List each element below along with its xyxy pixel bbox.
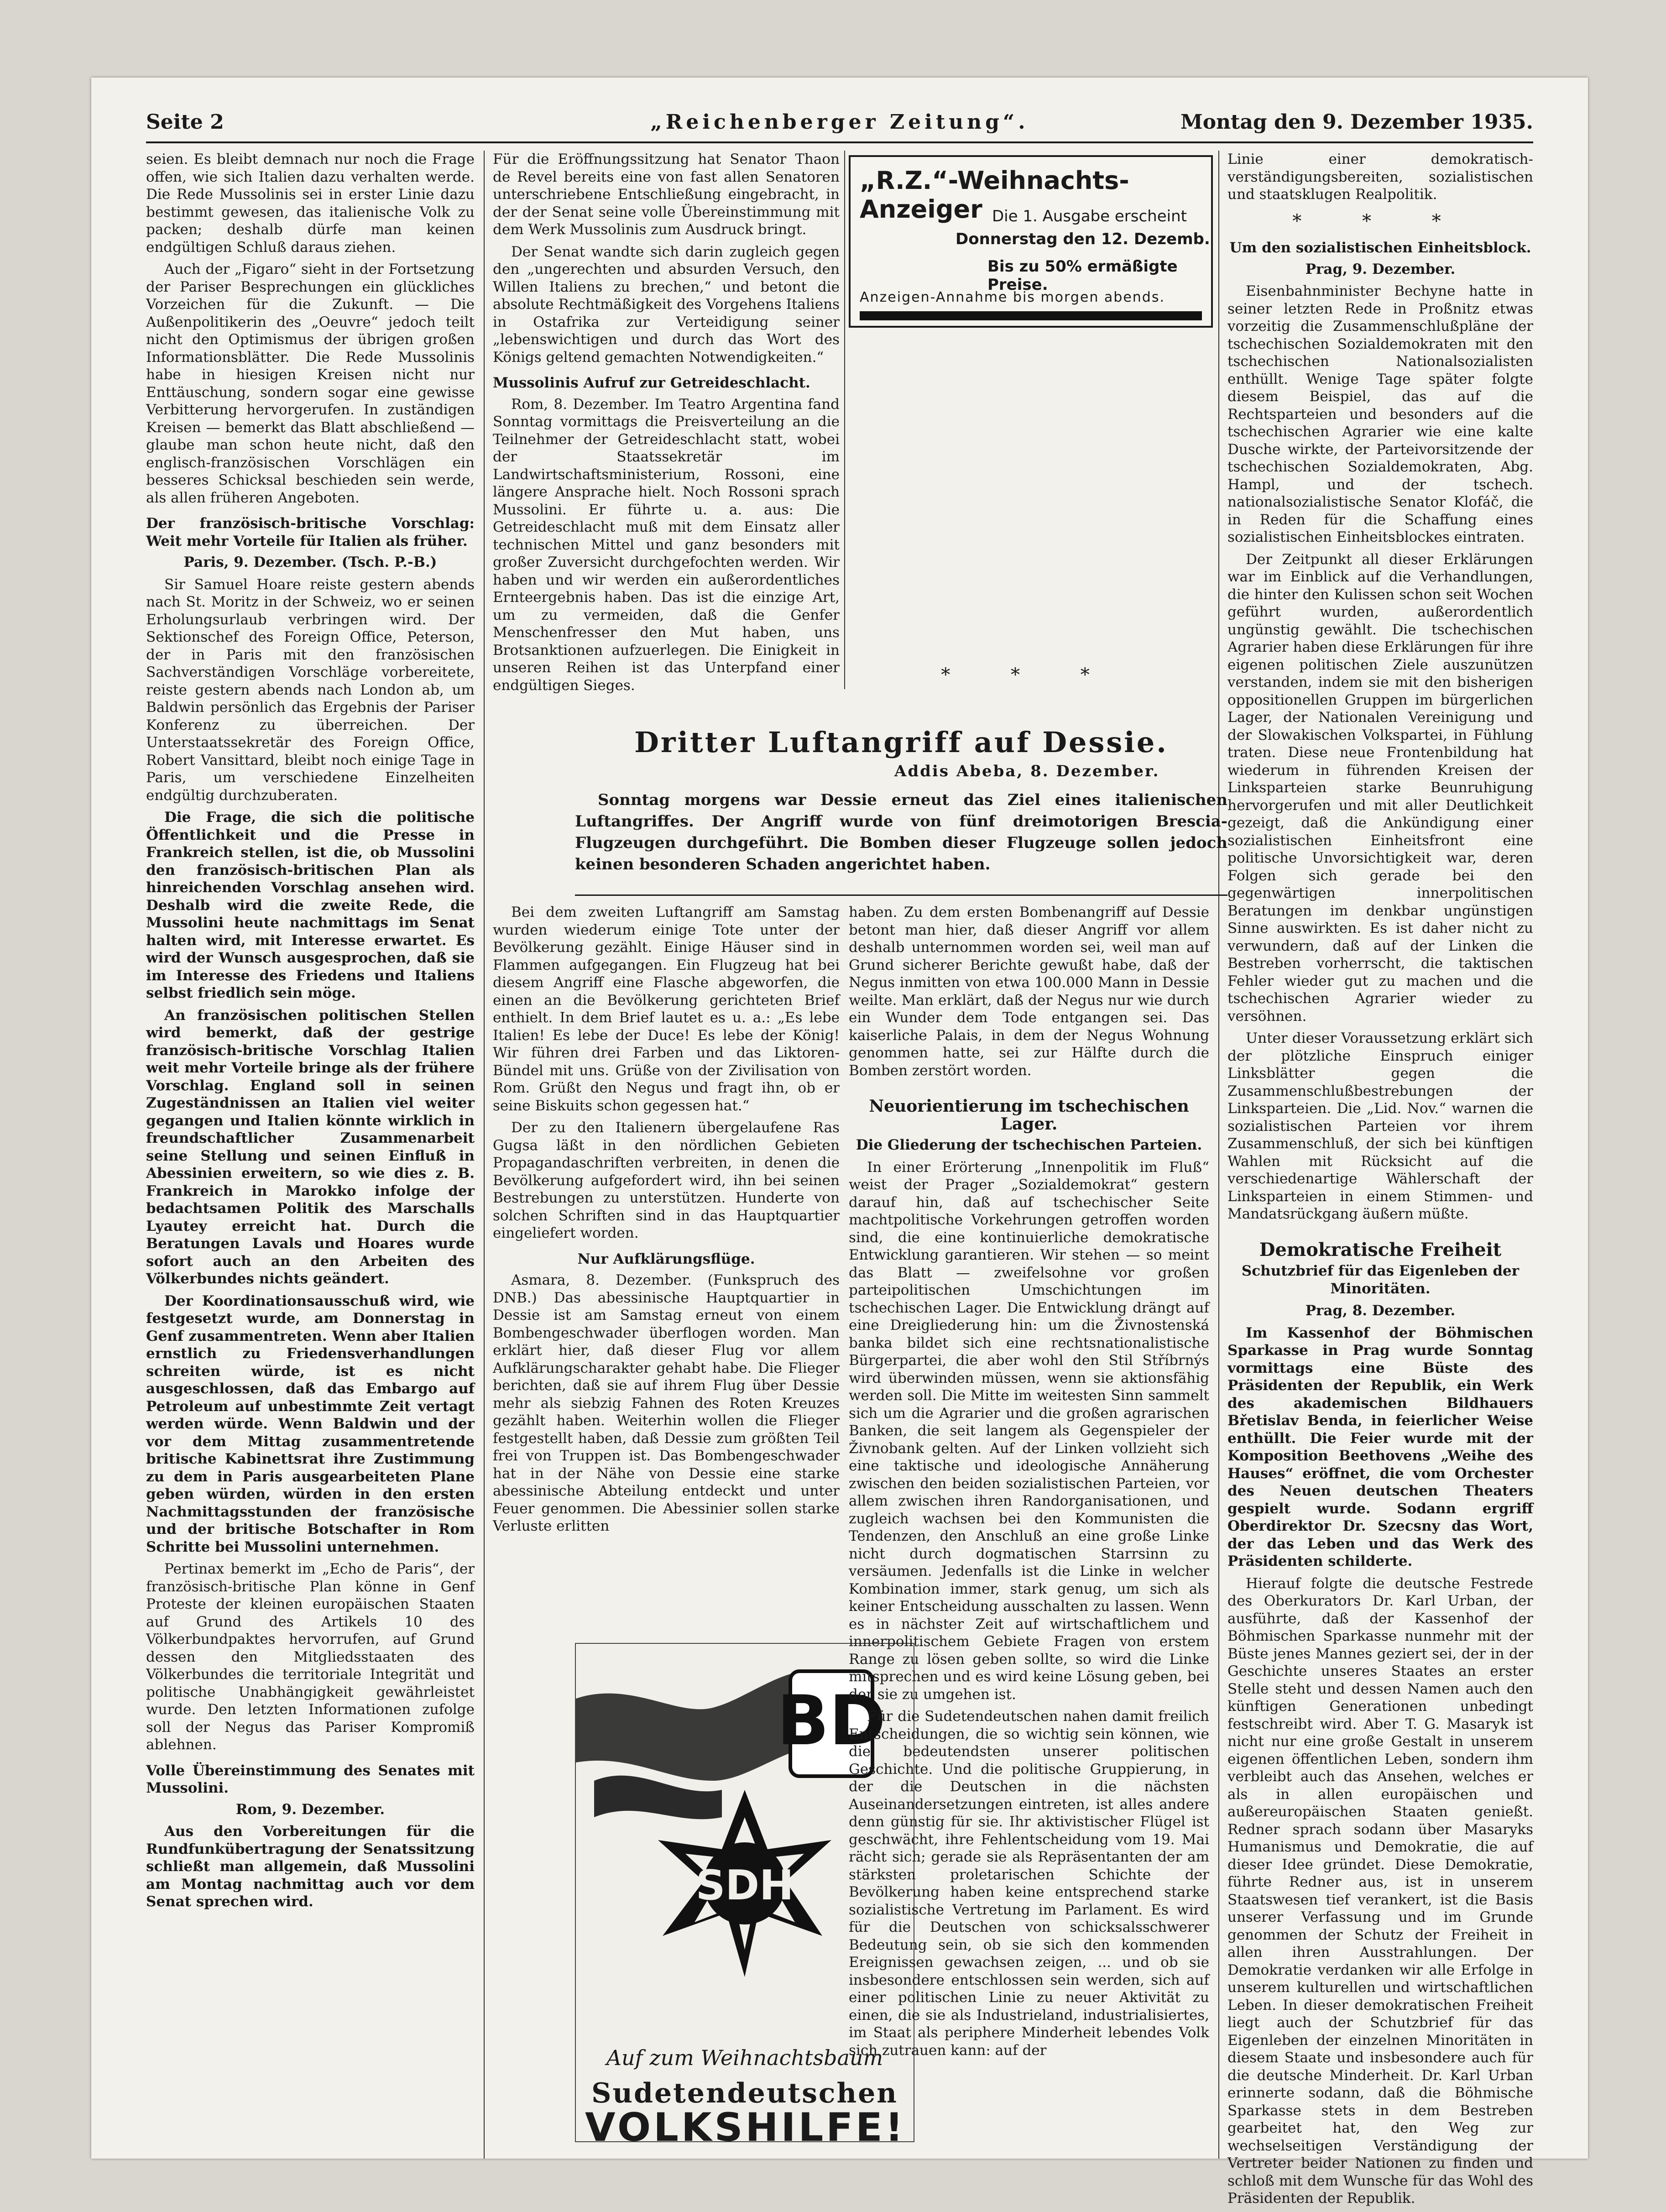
dateline: Prag, 9. Dezember. xyxy=(1305,261,1456,277)
poster-line: Sudetendeutschen xyxy=(591,2077,898,2109)
section-heading: Nur Aufklärungsflüge. xyxy=(577,1250,755,1267)
newspaper-page xyxy=(91,78,1588,2207)
paragraph: Sir Samuel Hoare reiste gestern abends nach St. Moritz in der Schweiz, wo er seinen Erholungsurlaub verbringen wird. Der Sektionschef des Foreign Office, Peterson, der in Paris mit den französischen Sachverständigen Vorschläge vorbereitete, reiste gestern abends nach London ab, um Baldwin persönlich das Ergebnis der Pariser Konferenz zu überreichen. Der Unterstaatssekretär des Foreign Office, Robert Vansittard, bleibt noch einige Tage in Paris, um verschiedene Einzelheiten endgültig durchzuberaten. xyxy=(146,576,475,804)
paragraph: Pertinax bemerkt im „Echo de Paris“, der französisch-britische Plan könne in Genf Proteste der kleinen europäischen Staaten auf Grund des Artikels 10 des Völkerbundpaktes hervorrufen, auf Grund dessen den Mitgliedsstaaten des Völkerbundes die territoriale Integrität und politische Unabhängigkeit gewährleistet wurde. Den letzten Informationen zufolge soll der Negus das Pariser Kompromiß ablehnen. xyxy=(146,1561,475,1753)
section-heading: Neuorientierung im tschechischen Lager. xyxy=(869,1097,1189,1134)
paragraph: An französischen politischen Stellen wird bemerkt, daß der gestrige französisch-britische Vorschlag Italien weit mehr Vorteile bringe als der frühere Vorschlag. England soll in seinen Zugeständnissen an Italien viel weiter gegangen und Italien könnte wirklich in freundschaftlicher Zusammenarbeit seine Stellung und seinen Einfluß in Abessinien erweitern, so wie dies z. B. Frankreich in Marokko infolge der bedachtsamen Politik des Marschalls Lyautey erreicht hat. Durch die Beratungen Lavals und Hoares wurde sofort auch an den Arbeiten des Völkerbundes nichts geändert. xyxy=(146,1007,475,1287)
column-rule xyxy=(844,151,845,689)
ad-line: Anzeigen-Annahme bis morgen abends. xyxy=(860,289,1165,305)
dateline: Prag, 8. Dezember. xyxy=(1305,1302,1456,1319)
issue-date: Montag den 9. Dezember 1935. xyxy=(1180,110,1533,134)
column-3-top xyxy=(849,338,1209,685)
ad-line: Bis zu 50% ermäßigte Preise. xyxy=(987,257,1178,294)
ad-line: Donnerstag den 12. Dezemb. xyxy=(956,230,1210,248)
section-separator: * * * xyxy=(941,664,1117,685)
column-rule xyxy=(484,151,485,2159)
column-2-lower xyxy=(493,904,840,1625)
lead-paragraph xyxy=(575,790,1227,875)
paragraph: Asmara, 8. Dezember. (Funkspruch des DNB.) Das abessinische Hauptquartier in Dessie ist am Samstag erneut von einem Bombengeschwader überflogen worden. Man erklärt hier, daß dieser Flug vor allem Aufklärungscharakter gehabt habe. Die Flieger berichten, daß sie auf ihrem Flug über Dessie mehr als siebzig Fahnen des Roten Kreuzes gezählt haben. Weiterhin wollen die Flieger festgestellt haben, daß Dessie zum größten Teil frei von Truppen ist. Das Bombengeschwader hat in der Nähe von Dessie eine starke abessinische Abteilung entdeckt und unter Feuer genommen. Die Abessinier sollen starke Verluste erlitten xyxy=(493,1272,840,1534)
dateline: Paris, 9. Dezember. (Tsch. P.-B.) xyxy=(183,554,437,570)
paragraph: Der zu den Italienern übergelaufene Ras Gugsa läßt in den nördlichen Gebieten Propagandaschriften verbreiten, in denen die Bevölkerung aufgefordert wird, ihn bei seinen Bestrebungen zu unterstützen. Hunderte von solchen Schriften sind in das Hauptquartier eingeliefert worden. xyxy=(493,1119,840,1241)
poster-line: VOLKSHILFE! xyxy=(585,2105,906,2150)
column-rule xyxy=(1218,151,1219,2159)
paragraph: Auch der „Figaro“ sieht in der Fortsetzung der Pariser Besprechungen ein glückliches Vorzeichen für die Zukunft. — Die Außenpolitikerin des „Oeuvre“ jedoch teilt nicht den Optimismus der übrigen großen Informationsblätter. Die Rede Mussolinis habe in hiesigen Kreisen nicht nur Enttäuschung, sondern sogar eine gewisse Verbitterung hervorgerufen. In zuständigen Kreisen — bemerkt das Blatt abschließend — glaube man schon heute nicht, daß den englisch-französischen Vorschlägen ein besseres Schicksal beschieden sein werde, als allen früheren Angeboten. xyxy=(146,261,475,506)
paragraph: Unter dieser Voraussetzung erklärt sich der plötzliche Einspruch einiger Linksblätter gegen die Zusammenschlußbestrebungen der Linksparteien. Die „Lid. Nov.“ warnen die sozialistischen Parteien vor ihrem Zusammenschluß, der sich bei künftigen Wahlen mit Rücksicht auf die verschiedenartige Wählerschaft der Linksparteien in einem Stimmen- und Mandatsrückgang äußern müßte. xyxy=(1227,1030,1533,1222)
page-number: Seite 2 xyxy=(146,110,224,134)
section-subheading: Die Gliederung der tschechischen Parteien. xyxy=(856,1137,1202,1153)
paragraph: Bei dem zweiten Luftangriff am Samstag wurden wiederum einige Tote unter der Bevölkerung gezählt. Einige Häuser sind in Flammen aufgegangen. Ein Flugzeug hat bei diesem Angriff eine Flasche abgeworfen, die einen an die Bevölkerung gerichteten Brief enthielt. In dem Brief lautet es u. a.: „Es lebe Italien! Es lebe der Duce! Es lebe der König! Wir führen drei Farben und das Liktoren-Bündel mit uns. Grüße von der Zivilisation von Rom. Grüßt den Negus und fragt ihn, ob er seine Biskuits schon gegessen hat.“ xyxy=(493,904,840,1114)
paragraph: Hierauf folgte die deutsche Festrede des Oberkurators Dr. Karl Urban, der ausführte, daß der Kassenhof der Böhmischen Sparkasse nunmehr mit der Büste jenes Mannes geziert sei, der in der Geschichte unseres Staates an erster Stelle steht und dessen Namen auch den künftigen Generationen unbedingt festschreibt wird. Aber T. G. Masaryk ist nicht nur eine große Gestalt in unserem eigenen öffentlichen Leben, sondern ihm verbleibt auch das Ansehen, welches er als in allen europäischen und außereuropäischen Staaten genießt. Redner sprach sodann über Masaryks Humanismus und Demokratie, die auf dieser Idee gründet. Diese Demokratie, führte Redner aus, ist in unserem Staatswesen tief verankert, ist die Basis unserer Verfassung und im Grunde genommen der Schutz der Freiheit in allen ihren Ausstrahlungen. Der Demokratie verdanken wir alle Erfolge in unserem kulturellen und wirtschaftlichen Leben. In dieser demokratischen Freiheit liegt auch der Schutzbrief für das Eigenleben der einzelnen Minoritäten in diesem Staate und insbesondere auch für die deutsche Minderheit. Dr. Karl Urban erinnerte sodann, daß die Böhmische Sparkasse stets in dem Bestreben gearbeitet hat, den Weg zur wechselseitigen Verständigung der Vertreter beider Nationen zu finden und schloß mit dem Wunsche für das Wohl des Präsidenten der Republik. xyxy=(1227,1575,1533,2207)
paragraph: Der Koordinationsausschuß wird, wie festgesetzt wurde, am Donnerstag in Genf zusammentreten. Wenn aber Italien ernstlich zu Friedensverhandlungen schreiten würde, ist es nicht ausgeschlossen, daß das Embargo auf Petroleum auf unbestimmte Zeit vertagt werden würde. Wenn Baldwin und der vor dem Mittag zusammentretende britische Kabinettsrat ihre Zustimmung zu dem in Paris ausgearbeiteten Plane geben würden, würden in den ersten Nachmittagsstunden der französische und der britische Botschafter in Rom Schritte bei Mussolini unternehmen. xyxy=(146,1292,475,1555)
christmas-ad-box xyxy=(849,155,1213,328)
paragraph: Der Senat wandte sich darin zugleich gegen den „ungerechten und absurden Versuch, den Willen Italiens zu brechen,“ und betont die absolute Rechtmäßigkeit des Vorgehens Italiens in Ostafrika zur Verteidigung seiner „lebenswichtigen und durch das Wort des Königs geltend gemachten Notwendigkeiten.“ xyxy=(493,243,840,366)
paragraph: Der Zeitpunkt all dieser Erklärungen war im Einblick auf die Verhandlungen, die hinter den Kulissen schon seit Wochen geführt wurden, außerordentlich ungünstig gewählt. Die tschechischen Agrarier haben diese Erklärungen für ihre eigenen politischen Ziele auszunützen verstanden, indem sie mit den bisherigen oppositionellen Gruppen im bürgerlichen Lager, der Nationalen Vereinigung und der Slowakischen Volkspartei, in Fühlung traten. Diese neue Frontenbildung hat wiederum in führenden Kreisen der Linksparteien starke Beunruhigung hervorgerufen und mit aller Deutlichkeit gezeigt, daß die Ankündigung einer sozialistischen Einheitsfront eine politische Unvorsichtigkeit war, deren Folgen sich gerade bei den gegenwärtigen innerpolitischen Beratungen im denkbar ungünstigen Sinne auswirkten. Es ist daher nicht zu verwundern, daß auf der Linken die Bestreben vorherrscht, die taktischen Fehler wieder gut zu machen und die tschechischen Agrarier wieder zu versöhnen. xyxy=(1227,551,1533,1025)
paragraph: In einer Erörterung „Innenpolitik im Fluß“ weist der Prager „Sozialdemokrat“ gestern darauf hin, daß auf tschechischer Seite machtpolitische Vorkehrungen getroffen worden sind, die eine kontinuierliche demokratische Entwicklung garantieren. Wir stehen — so meint das Blatt — zweifelsohne vor großen parteipolitischen Umschichtungen im tschechischen Lager. Die Entwicklung drängt auf eine Dreigliederung hin: um die Živnostenská banka bildet sich eine rechtsnationalistische Bürgerpartei, die aber wohl den Stil Stříbrnýs wird überwinden müssen, wenn sie aktionsfähig werden soll. Die Mitte im weitesten Sinn sammelt sich um die Agrarier und die großen agrarischen Banken, die seit langem als Gegenspieler der Živnobank gelten. Auf der Linken vollzieht sich eine taktische und ideologische Annäherung zwischen den beiden sozialistischen Parteien, vor allem zwischen ihren Randorganisationen, und zugleich wachsen bei den Kommunisten die Tendenzen, den Anschluß an eine große Linke nicht durch dogmatischen Starrsinn zu versäumen. Jedenfalls ist die Linke in welcher Kombination immer, stark genug, um sich als keiner Entscheidung ausschalten zu lassen. Wenn es in nächster Zeit auf wirtschaftlichem und innerpolitischem Gebiete Fragen von erstem Range zu lösen geben sollte, so wird die Linke mitsprechen und es wird keine Lösung geben, bei der sie zu umgehen ist. xyxy=(849,1159,1209,1703)
column-1 xyxy=(146,151,475,2159)
paragraph: Im Kassenhof der Böhmischen Sparkasse in Prag wurde Sonntag vormittags eine Büste des Präsidenten der Republik, ein Werk des akademischen Bildhauers Břetislav Benda, in feierlicher Weise enthüllt. Die Feier wurde mit der Komposition Beethovens „Weihe des Hauses“ eröffnet, die vom Orchester des Neuen deutschen Theaters gespielt wurde. Sodann ergriff Oberdirektor Dr. Szecsny das Wort, der das Leben und das Werk des Präsidenten schilderte. xyxy=(1227,1324,1533,1569)
poster-line: Auf zum Weihnachtsbaum xyxy=(606,2045,883,2070)
dateline: Rom, 9. Dezember. xyxy=(235,1801,385,1818)
paragraph: Die Frage, die sich die politische Öffentlichkeit und die Presse in Frankreich stellen, ist die, ob Mussolini den französisch-britischen Plan als hinreichenden Vorschlag ansehen wird. Deshalb wird die zweite Rede, die Mussolini heute nachmittags im Senat halten wird, mit Interesse erwartet. Es wird der Wunsch ausgesprochen, daß sie im Interesse des Friedens und Italiens selbst friedlich sein möge. xyxy=(146,809,475,1001)
section-heading: Der französisch-britische Vorschlag: Weit mehr Vorteile für Italien als früher. xyxy=(146,515,475,549)
section-heading: Um den sozialistischen Einheitsblock. xyxy=(1229,240,1531,256)
fir-branch-icon xyxy=(594,1776,722,1820)
paragraph: Für die Eröffnungssitzung hat Senator Thaon de Revel bereits eine von fast allen Senatoren unterschriebene Entschließung eingebracht, in der der Senat seine volle Übereinstimmung mit dem Werk Mussolinis zum Ausdruck bringt. xyxy=(493,151,840,238)
lead-text: Sonntag morgens war Dessie erneut das Ziel eines italienischen Luftangriffes. Der Angriff wurde von fünf dreimotorigen Brescia-Flugzeugen durchgeführt. Die Bomben dieser Flugzeuge sollen jedoch keinen besonderen Schaden angerichtet haben. xyxy=(575,791,1227,873)
column-4 xyxy=(1227,151,1533,2207)
newspaper-title: „Reichenberger Zeitung“. xyxy=(650,110,1029,134)
section-heading: Demokratische Freiheit xyxy=(1259,1239,1502,1260)
sdh-logo-text: SDH xyxy=(695,1862,794,1909)
paragraph: haben. Zu dem ersten Bombenangriff auf Dessie betont man hier, daß dieser Angriff vor allem deshalb unternommen worden sei, weil man auf Grund sicherer Berichte gewußt habe, daß der Negus inmitten von etwa 100.000 Mann in Dessie weilte. Man erklärt, daß der Negus nur wie durch ein Wunder dem Tode entgangen sei. Das kaiserliche Palais, in dem der Negus Wohnung genommen hatte, sei zur Hälfte durch die Bomben zerstört worden. xyxy=(849,904,1209,1079)
main-dateline: Addis Abeba, 8. Dezember. xyxy=(894,762,1160,780)
ad-bar xyxy=(860,311,1202,320)
column-2-top xyxy=(493,151,840,694)
ad-title: „R.Z.“-Weihnachts-Anzeiger xyxy=(860,166,1129,224)
ad-line: Die 1. Ausgabe erscheint xyxy=(992,207,1187,225)
column-3-lower xyxy=(849,904,1209,2127)
paragraph: Eisenbahnminister Bechyne hatte in seiner letzten Rede in Proßnitz etwas vorzeitig die Zusammenschlußpläne der tschechischen Sozialdemokraten mit den tschechischen Nationalsozialisten enthüllt. Wenige Tage später folgte diesem Beispiel, das auf die Rechtsparteien und besonders auf die tschechischen Agrarier wie eine kalte Dusche wirkte, der Parteivorsitzende der tschechischen Sozialdemokraten, Abg. Hampl, und der tschech. nationalsozialistische Senator Klofáč, die in Reden für die Schaffung eines sozialistischen Einheitsblockes eintraten. xyxy=(1227,283,1533,545)
paragraph: Aus den Vorbereitungen für die Rundfunkübertragung der Senatssitzung schließt man allgemein, daß Mussolini am Montag nachmittag auch vor dem Senat sprechen wird. xyxy=(146,1823,475,1910)
paragraph: Rom, 8. Dezember. Im Teatro Argentina fand Sonntag vormittags die Preisverteilung an die Teilnehmer der Getreideschlacht statt, wobei der Staatssekretär im Landwirtschaftsministerium, Rossoni, eine längere Ansprache hielt. Noch Rossoni sprach Mussolini. Er führte u. a. aus: Die Getreideschlacht muß mit dem Einsatz aller technischen Mittel und ganz besonders mit großer Zuversicht durchgefochten werden. Wir haben und wir werden ein außerordentliches Ernteergebnis haben. Das ist die einzige Art, um zu vermeiden, daß die Genfer Menschenfresser den Mut haben, uns Brotsanktionen aufzuerlegen. Die Einigkeit in unseren Reihen ist das Unterpfand einer endgültigen Sieges. xyxy=(493,396,840,694)
section-separator: * * * xyxy=(1292,210,1468,232)
page-header xyxy=(146,105,1533,143)
main-headline: Dritter Luftangriff auf Dessie. xyxy=(634,726,1168,759)
paragraph: Linie einer demokratisch-verständigungsbereiten, sozialistischen und staatsklugen Realpolitik. xyxy=(1227,151,1533,203)
paragraph: Für die Sudetendeutschen nahen damit freilich Entscheidungen, die so wichtig sein können, wie die bedeutendsten unserer politischen Geschichte. Und die politische Gruppierung, in der die Deutschen in die nächsten Auseinandersetzungen eintreten, ist alles andere denn günstig für sie. Ihr aktivistischer Flügel ist geschwächt, ihre Fehlentscheidung vom 19. Mai rächt sich; gerade sie als Repräsentanten der am stärksten proletarischen Schichte der Bevölkerung haben keine entsprechend starke sozialistische Vertretung im Parlament. Es wird für die Deutschen von schicksalsschwerer Bedeutung sein, ob sie sich den kommenden Ereignissen gewachsen zeigen, ... und ob sie insbesondere entschlossen sein werden, sich auf einer politischen Linie zu neuer Aktivität zu einen, die sie als Industrieland, industrialisiertes, im Staat als periphere Minderheit lebendes Volk sich zutrauen kann: auf der xyxy=(849,1708,1209,2059)
headline-rule xyxy=(575,894,1227,896)
section-heading: Mussolinis Aufruf zur Getreideschlacht. xyxy=(493,375,810,391)
section-heading: Volle Übereinstimmung des Senates mit Mussolini. xyxy=(146,1762,475,1796)
section-subheading: Schutzbrief für das Eigenleben der Minoritäten. xyxy=(1241,1263,1520,1297)
paragraph: seien. Es bleibt demnach nur noch die Frage offen, wie sich Italien dazu verhalten werde. Die Rede Mussolinis sei in erster Linie dazu bestimmt gewesen, das italienische Volk zu packen; deshalb dürfe man keinen endgültigen Schluß daraus ziehen. xyxy=(146,151,475,256)
bd-logo-text: BD xyxy=(777,1681,886,1761)
